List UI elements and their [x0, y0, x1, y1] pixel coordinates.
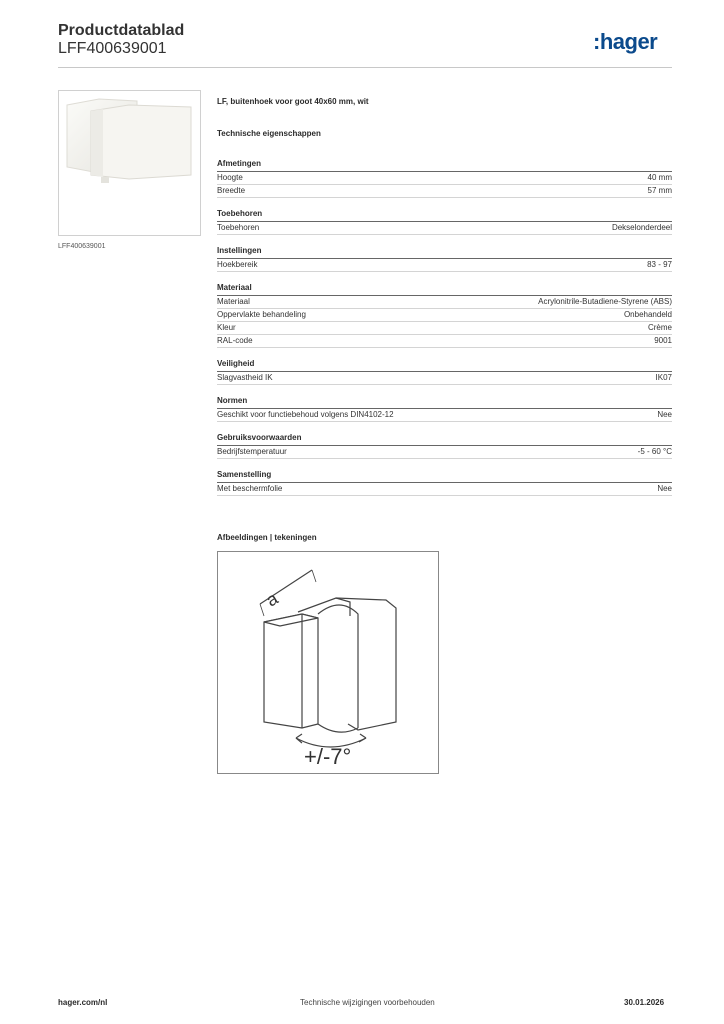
spec-value: 83 - 97: [647, 260, 672, 269]
corner-drawing-icon: [218, 552, 438, 773]
footer-date: 30.01.2026: [624, 998, 665, 1007]
spec-row: [217, 259, 672, 272]
product-image: [58, 90, 201, 236]
spec-row: [217, 309, 672, 322]
section-materiaal: [217, 283, 672, 348]
spec-label: Materiaal: [217, 297, 250, 306]
spec-row: [217, 185, 672, 198]
section-samenstelling: [217, 470, 672, 496]
spec-value: Acrylonitrile-Butadiene-Styrene (ABS): [538, 297, 672, 306]
section-title: Materiaal: [217, 283, 672, 296]
spec-label: Bedrijfstemperatuur: [217, 447, 287, 456]
spec-value: 57 mm: [647, 186, 672, 195]
spec-label: Kleur: [217, 323, 236, 332]
spec-label: Oppervlakte behandeling: [217, 310, 306, 319]
spec-row: [217, 483, 672, 496]
header-divider: [58, 67, 672, 68]
angle-label: +/-7°: [304, 744, 352, 769]
spec-row: [217, 172, 672, 185]
spec-value: IK07: [655, 373, 672, 382]
dimension-label: a: [262, 588, 282, 611]
footer-website[interactable]: hager.com/nl: [58, 998, 108, 1007]
product-photo-icon: [59, 91, 200, 235]
spec-value: 40 mm: [647, 173, 672, 182]
spec-label: RAL-code: [217, 336, 253, 345]
section-instellingen: [217, 246, 672, 272]
section-toebehoren: [217, 209, 672, 235]
spec-value: Dekselonderdeel: [611, 223, 672, 232]
spec-value: Nee: [657, 410, 672, 419]
drawings-heading: Afbeeldingen | tekeningen: [217, 533, 317, 542]
section-title: Samenstelling: [217, 470, 672, 483]
spec-row: [217, 372, 672, 385]
section-title: Afmetingen: [217, 159, 672, 172]
section-gebruiksvoorwaarden: [217, 433, 672, 459]
specifications: [217, 97, 672, 507]
section-veiligheid: [217, 359, 672, 385]
section-normen: [217, 396, 672, 422]
hager-logo: :hager: [593, 29, 658, 54]
spec-label: Slagvastheid IK: [217, 373, 273, 382]
spec-label: Geschikt voor functiebehoud volgens DIN4102-12: [217, 410, 394, 419]
product-description: LF, buitenhoek voor goot 40x60 mm, wit: [217, 97, 369, 106]
section-title: Normen: [217, 396, 672, 409]
spec-value: Nee: [657, 484, 672, 493]
spec-label: Hoekbereik: [217, 260, 258, 269]
spec-label: Hoogte: [217, 173, 243, 182]
product-code: LFF400639001: [58, 40, 167, 57]
spec-row: [217, 296, 672, 309]
section-afmetingen: [217, 159, 672, 198]
spec-value: -5 - 60 °C: [637, 447, 672, 456]
footer-notice: Technische wijzigingen voorbehouden: [300, 998, 435, 1007]
spec-row: [217, 335, 672, 348]
spec-row: [217, 222, 672, 235]
technical-drawing: [217, 551, 439, 774]
spec-value: Crème: [647, 323, 672, 332]
spec-row: [217, 409, 672, 422]
spec-row: [217, 446, 672, 459]
spec-label: Breedte: [217, 186, 246, 195]
product-image-caption: LFF400639001: [58, 243, 106, 250]
section-title: Gebruiksvoorwaarden: [217, 433, 672, 446]
spec-label: Met beschermfolie: [217, 484, 283, 493]
page-title: Productdatablad: [58, 22, 185, 39]
spec-value: Onbehandeld: [623, 310, 672, 319]
section-title: Veiligheid: [217, 359, 672, 372]
spec-value: 9001: [654, 336, 672, 345]
spec-label: Toebehoren: [217, 223, 260, 232]
spec-row: [217, 322, 672, 335]
technical-heading: Technische eigenschappen: [217, 129, 321, 138]
section-title: Instellingen: [217, 246, 672, 259]
section-title: Toebehoren: [217, 209, 672, 222]
